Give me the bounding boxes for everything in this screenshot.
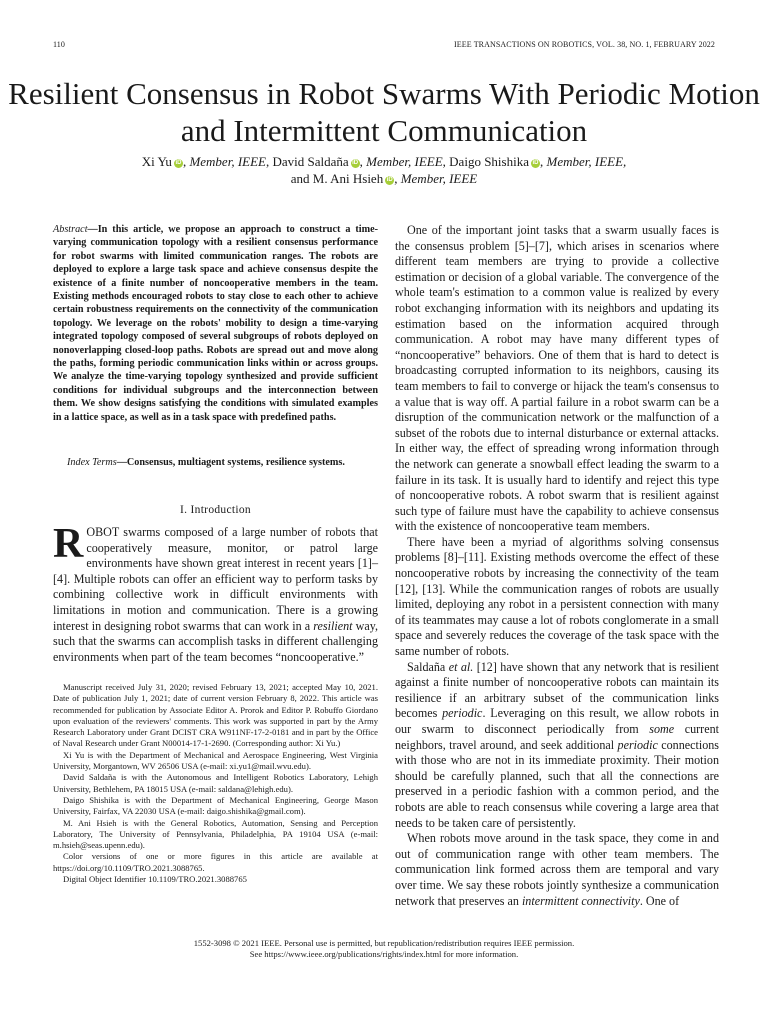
author-conjunction: and	[290, 171, 310, 186]
text-run: current neighbors, travel around, and seek additional	[395, 722, 719, 752]
author-name: David Saldaña	[272, 154, 349, 169]
orcid-icon[interactable]: iD	[532, 160, 539, 166]
orcid-icon[interactable]: iD	[352, 160, 359, 166]
author-name: M. Ani Hsieh	[312, 171, 384, 186]
author-role: Member, IEEE,	[546, 154, 627, 169]
section-heading: I. Introduction	[180, 504, 251, 516]
text-emphasis: periodic	[442, 706, 483, 721]
orcid-icon[interactable]: iD	[386, 177, 393, 183]
text-run: connections with those who are not in its immediate proximity. Their motion should be carefully planned, such that all the connections are preserved in a periodic fashion with a common period, and the robots are able to reach consensus while covering a large area that needs to be taken care of persistently.	[395, 737, 719, 830]
abstract-text: —In this article, we propose an approach to construct a time-varying communication topology with a resilient consensus performance for robot swarms with limited communication ranges. The robots are deployed to explore a large task space and achieve consensus despite the existence of a finite number of noncooperative members in the team. Existing methods encouraged robots to stay close to each other to achieve certain robustness requirements on the connectivity of the communication topology. We leverage on the robots' mobility to design a time-varying integrated topology composed of several subgroups of robots deployed on nonoverlapping closed-loop paths. Robots are spread out and move along the paths, forming periodic communication links within or across groups. We analyze the time-varying topology synthesized and provide sufficient conditions for individual subgroups and the interconnection between them. We show designs satisfying the conditions with simulated examples in a lattice space, as well as in a task space with predefined paths.	[53, 224, 378, 423]
introduction-paragraph	[53, 521, 378, 665]
footnotes	[53, 682, 378, 885]
page-number: 110	[53, 40, 66, 49]
text-run: [12] have shown that any network that is resilient against a finite number of noncooperative robots can maintain its resilience if an arbitrary subset of the communication links becomes	[395, 659, 719, 721]
body-paragraph: One of the important joint tasks that a swarm usually faces is the consensus problem [5]–[7], which arises in scenarios where different team members are trying to provide a collective estimation or decision of a global variable. The convergence of the whole team's estimation to a common value is realized by every robot exchanging information with its neighbors and updating its estimation based on the information acquired through communication. A robot may have many different types of “noncooperative” behaviors. One of them that is hard to detect is broadcasting corrupted information to its neighbors, causing its team members to fail to converge or hijack the team's consensus to a value that is way off. A partial failure in a robot swarm can be a disruption of the communication network or the malfunction of a subset of the robots due to internal disturbance or external attacks. In either way, the effect of spreading wrong information through the network can generate a snowball effect leading the swarm to a failure in its task. It is usually hard to identify and reject this type of noncooperative robots. A robot swarm that is resilient against such type of failure must have the capability to achieve consensus with the existence of noncooperative team members.	[395, 223, 719, 534]
intro-text: OBOT swarms composed of a large number of robots that cooperatively measure, monitor, or patrol large environments have shown great interest in recent years [1]–[4]. Multiple robots can offer an efficient way to perform tasks by combining collective work in difficult environments with limitations in motion and communication. There is a growing interest in designing robot swarms that can work in a	[53, 525, 378, 633]
footnote: M. Ani Hsieh is with the General Robotics, Automation, Sensing and Perception Laboratory, The University of Pennsylvania, Philadelphia, PA 19104 USA (e-mail: m.hsieh@seas.upenn.edu).	[53, 817, 378, 851]
index-terms-text: —Consensus, multiagent systems, resilience systems.	[116, 457, 345, 468]
text-emphasis: intermittent connectivity	[521, 893, 640, 908]
author-role: Member, IEEE	[366, 154, 443, 169]
author-role: Member, IEEE	[400, 171, 478, 186]
author-list: Xi Yu iD , Member, IEEE, David Saldaña iD , Member, IEEE, Daigo Shishika iD , Member, IEEE, and M. Ani Hsieh iD , Member, IEEE	[141, 154, 627, 186]
rights-link-line[interactable]: See https://www.ieee.org/publications/rights/index.html for more information.	[249, 949, 519, 959]
body-paragraph	[395, 660, 719, 832]
right-column-body	[395, 223, 719, 909]
text-run: Saldaña	[407, 659, 449, 674]
drop-cap: R	[53, 521, 84, 567]
author-name: Daigo Shishika	[449, 154, 529, 169]
author-role: Member, IEEE	[189, 154, 266, 169]
intro-emphasis: resilient	[313, 618, 353, 633]
body-paragraph	[395, 831, 719, 909]
text-run: When robots move around in the task space, they come in and out of communication range with other team members. The communication link formed across them are temporal and vary over time. We say these robots jointly synthesize a communication network that preserves an	[395, 831, 719, 908]
footnote: Xi Yu is with the Department of Mechanical and Aerospace Engineering, West Virginia University, Morgantown, WV 26506 USA (e-mail: xi.yu1@mail.wvu.edu).	[53, 749, 378, 772]
author-name: Xi Yu	[141, 154, 172, 169]
index-terms-lead: Index Terms	[67, 457, 117, 468]
footnote: Digital Object Identifier 10.1109/TRO.2021.3088765	[63, 874, 247, 885]
text-emphasis: periodic	[617, 737, 658, 752]
index-terms	[53, 456, 378, 469]
abstract-lead: Abstract	[53, 224, 88, 235]
text-emphasis: et al.	[448, 659, 474, 674]
footnote: Color versions of one or more figures in this article are available at https://doi.org/10.1109/TRO.2021.3088765.	[53, 851, 378, 873]
footnote: Daigo Shishika is with the Department of Mechanical Engineering, George Mason University, Fairfax, VA 22030 USA (e-mail: daigo.shishika@gmail.com).	[53, 794, 378, 817]
copyright-line: 1552-3098 © 2021 IEEE. Personal use is permitted, but republication/redistribution requires IEEE permission.	[193, 938, 575, 948]
footnote: David Saldaña is with the Autonomous and Intelligent Robotics Laboratory, Lehigh University, Bethlehem, PA 18015 USA (e-mail: saldana@lehigh.edu).	[53, 772, 378, 794]
body-paragraph: There have been a myriad of algorithms solving consensus problems [8]–[11]. Existing methods overcome the effect of these noncooperative robots by increasing the connectivity of the team [12], [13]. While the communication ranges of robots are usually limited, deploying any robot in a persistent connection with many of its teammates may cause a lot of robots conglomerate in a small space and severely reduces the coverage of the task space with the same number of robots.	[395, 534, 719, 659]
paper-title: Resilient Consensus in Robot Swarms With Periodic Motion and Intermittent Communication	[8, 76, 760, 148]
orcid-icon[interactable]: iD	[175, 160, 182, 166]
text-run: . Leveraging on this result, we allow robots in our swarm to disconnect periodically from	[395, 706, 719, 736]
abstract	[53, 223, 378, 424]
intro-text: way, such that the swarms can accomplish tasks in different challenging environments when part of the team becomes “noncooperative.”	[53, 618, 378, 664]
copyright-footer	[0, 938, 768, 960]
text-run: . One of	[639, 893, 680, 908]
footnote: Manuscript received July 31, 2020; revised February 13, 2021; accepted May 10, 2021. Date of publication July 1, 2021; date of current version February 8, 2022. This article was recommended for publication by Associate Editor A. Prorok and Editor P. Robuffo Giordano upon evaluation of the reviewers' comments. This work was supported in part by the Army Research Laboratory under Grant DCIST CRA W911NF-17-2-0181 and in part by the Office of Naval Research under Grant N00014-17-1-2690. (Corresponding author: Xi Yu.)	[53, 682, 378, 749]
journal-header: IEEE TRANSACTIONS ON ROBOTICS, VOL. 38, NO. 1, FEBRUARY 2022	[454, 40, 715, 49]
text-emphasis: some	[649, 722, 675, 736]
